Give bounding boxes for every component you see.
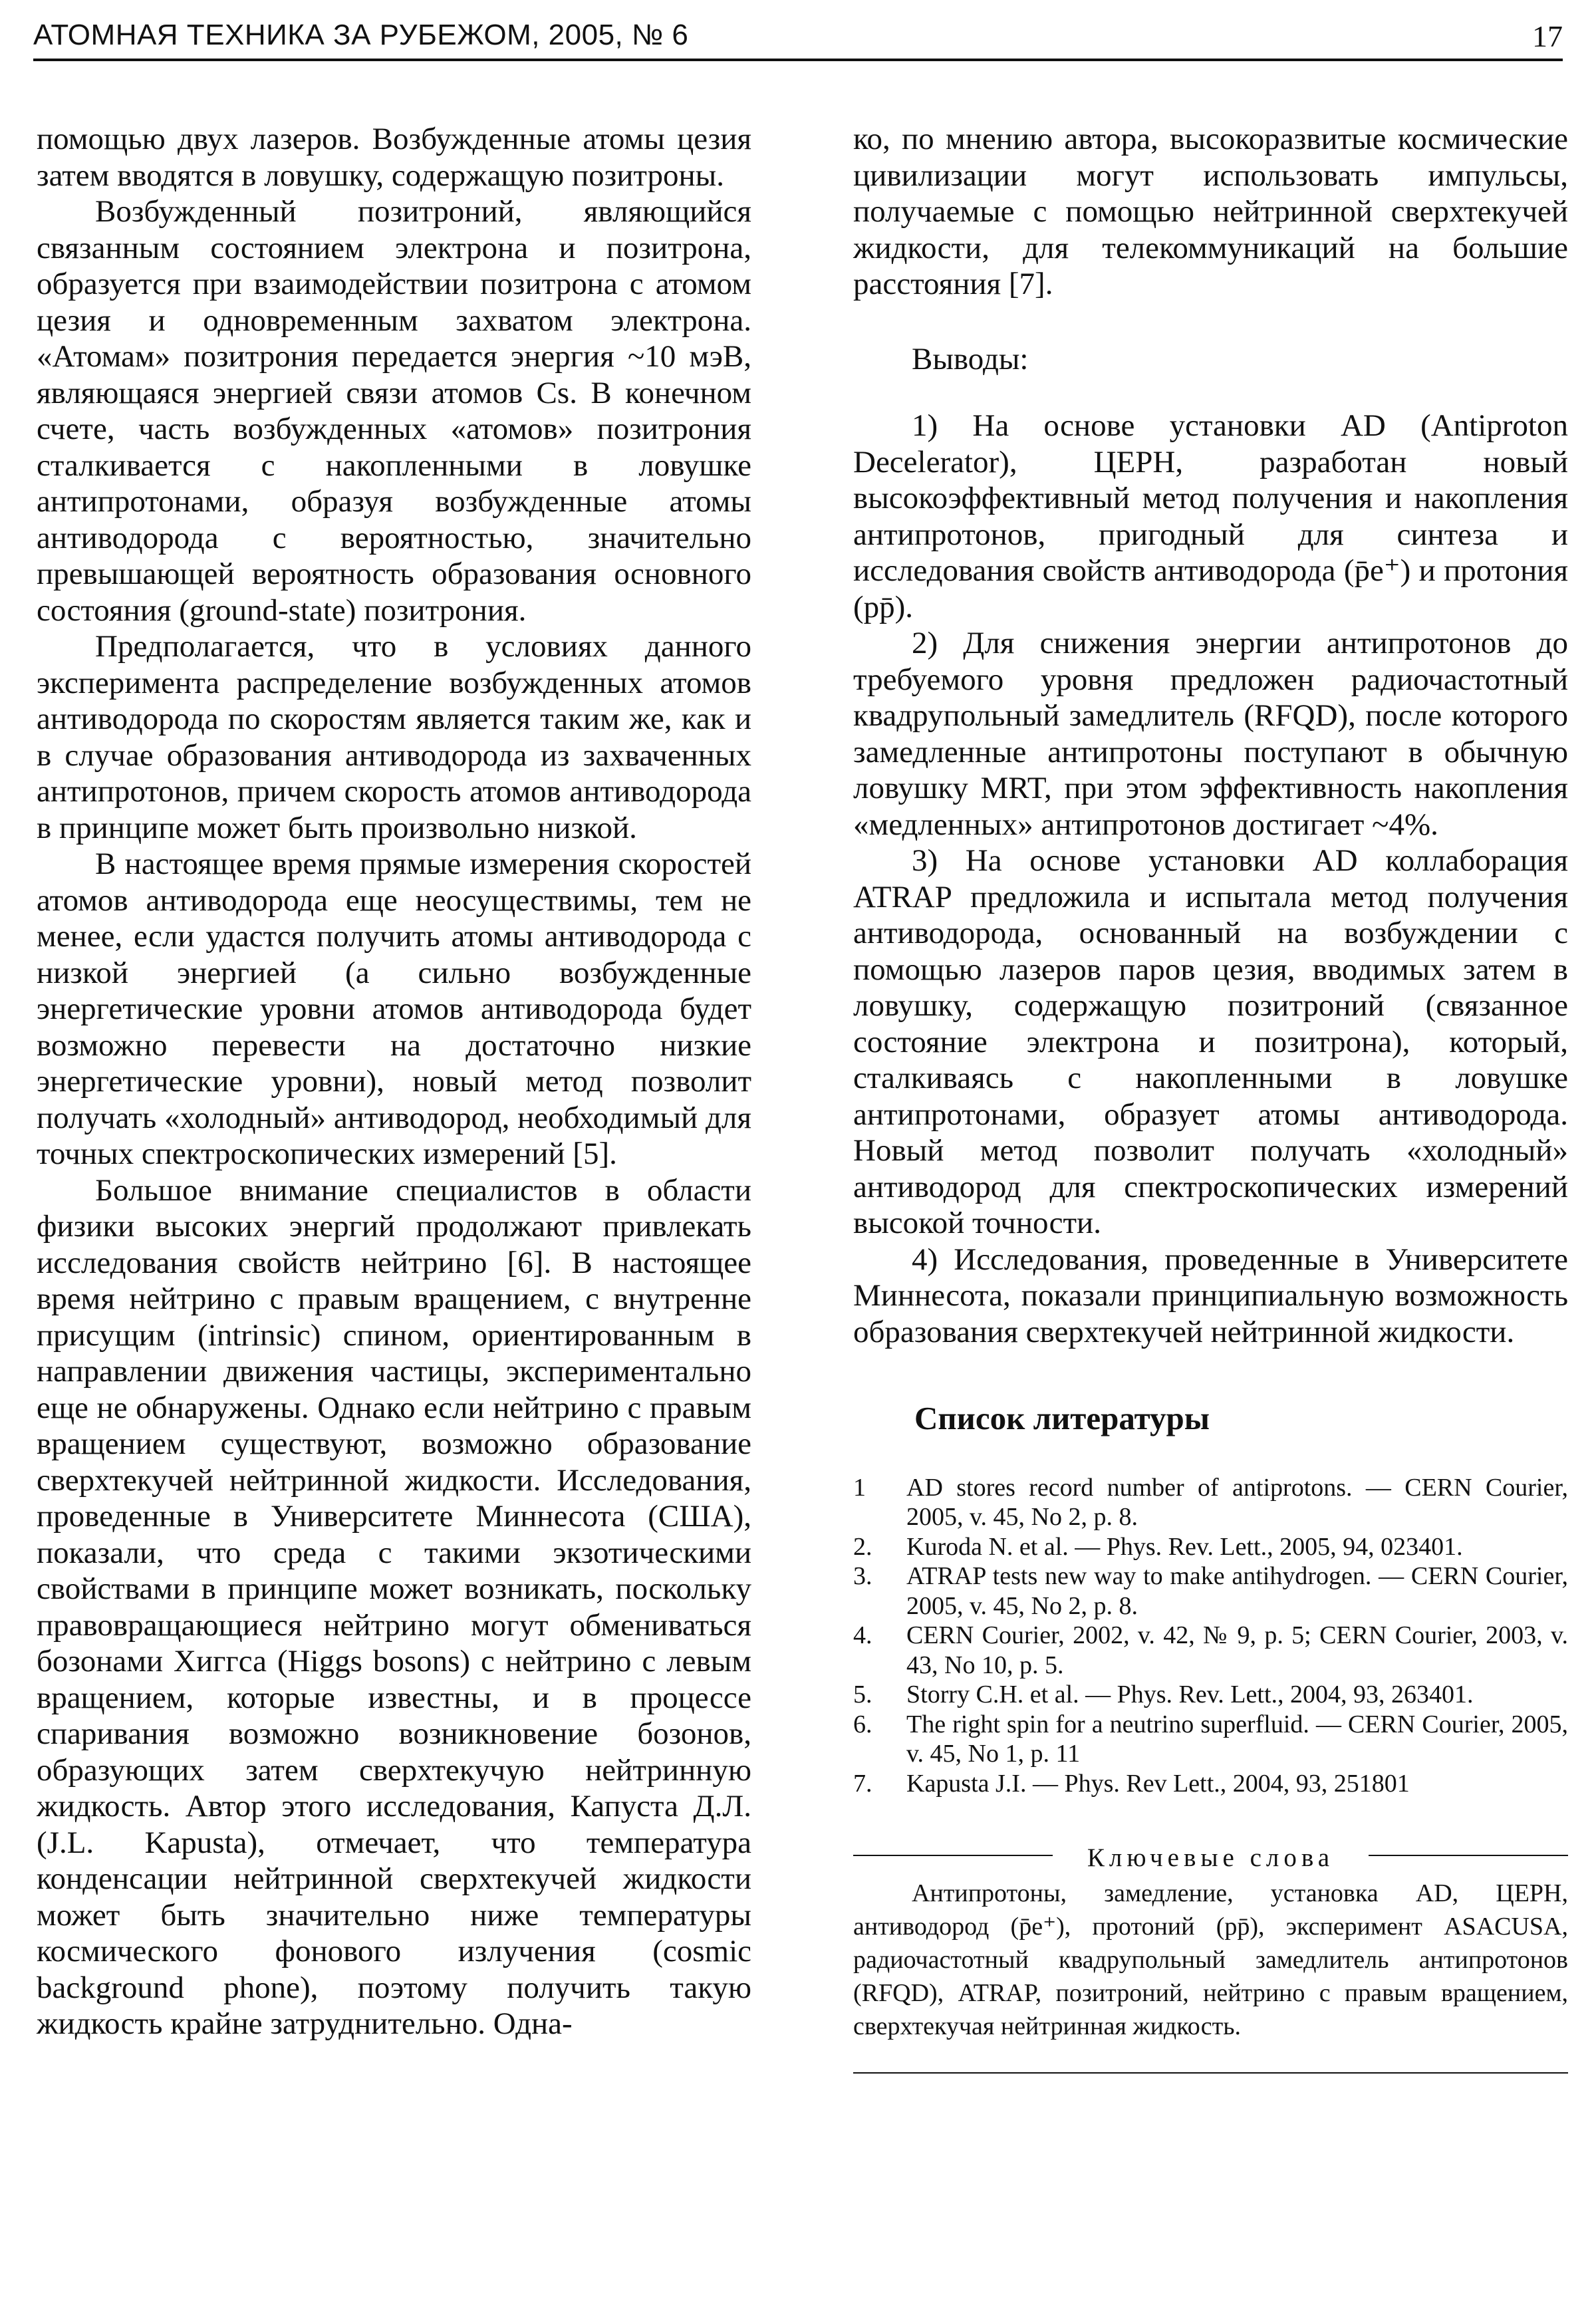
reference-list: [853, 1473, 1568, 1799]
reference-item: [853, 1769, 1568, 1799]
page-number: 17: [1532, 19, 1563, 53]
paragraph: ко, по мнению автора, высокоразвитые космические цивилизации могут использовать импульсы, получаемые с помощью нейтринной сверхтекучей жидкости, для телекоммуникаций на большие расстояния [7].: [853, 122, 1568, 301]
reference-number: 1: [853, 1473, 866, 1502]
reference-number: 6.: [853, 1710, 872, 1738]
reference-item: [853, 1561, 1568, 1621]
reference-item: [853, 1621, 1568, 1680]
reference-number: 2.: [853, 1532, 872, 1561]
reference-number: 3.: [853, 1562, 872, 1590]
reference-text: Storry C.H. et al. — Phys. Rev. Lett., 2004, 93, 263401.: [906, 1681, 1474, 1708]
paragraph: помощью двух лазеров. Возбужденные атомы цезия затем вводятся в ловушку, содержащую позитроны.: [37, 122, 751, 193]
conclusion-item: 4) Исследования, проведенные в Университете Миннесота, показали принципиальную возможность образования сверхтекучей нейтринной жидкости.: [853, 1242, 1568, 1349]
reference-item: [853, 1473, 1568, 1532]
conclusions-heading: Выводы:: [912, 341, 1029, 376]
reference-item: [853, 1710, 1568, 1769]
keywords-bottom-rule: [853, 2072, 1568, 2074]
conclusion-item: 3) На основе установки AD коллаборация ATRAP предложила и испытала метод получения антиводорода, основанный на возбуждении с помощью лазеров паров цезия, вводимых затем в ловушку, содержащую позитроний (связанное состояние электрона и позитрона), который, сталкиваясь с накопленными в ловушке антипротонами, образует атомы антиводорода. Новый метод позволит получать «холодный» антиводород для спектроскопических измерений высокой точности.: [853, 843, 1568, 1240]
header-rule: [33, 59, 1563, 61]
reference-text: CERN Courier, 2002, v. 42, № 9, p. 5; CERN Courier, 2003, v. 43, No 10, p. 5.: [906, 1621, 1568, 1679]
reference-item: [853, 1680, 1568, 1710]
reference-item: [853, 1532, 1568, 1562]
keywords-divider: [853, 1838, 1568, 1871]
reference-text: AD stores record number of antiprotons. — CERN Courier, 2005, v. 45, No 2, p. 8.: [906, 1473, 1568, 1531]
journal-title: АТОМНАЯ ТЕХНИКА ЗА РУБЕЖОМ, 2005, № 6: [33, 19, 689, 51]
reference-text: Kuroda N. et al. — Phys. Rev. Lett., 2005, 94, 023401.: [906, 1532, 1463, 1561]
right-column: [853, 121, 1568, 2074]
conclusion-item: 2) Для снижения энергии антипротонов до требуемого уровня предложен радиочастотный квадрупольный замедлитель (RFQD), после которого замедленные антипротоны поступают в обычную ловушку MRT, при этом эффективность накопления «медленных» антипротонов достигает ~4%.: [853, 626, 1568, 842]
running-header: [33, 19, 1563, 60]
reference-text: Kapusta J.I. — Phys. Rev Lett., 2004, 93, 251801: [906, 1769, 1410, 1798]
keywords-text: Антипротоны, замедление, установка AD, ЦЕРН, антиводород (p̄e⁺), протоний (pp̄), эксперимент ASACUSA, радиочастотный квадрупольный замедлитель антипротонов (RFQD), ATRAP, позитроний, нейтрино с правым вращением, сверхтекучая нейтринная жидкость.: [853, 1879, 1568, 2040]
left-column: [37, 121, 751, 2042]
reference-number: 7.: [853, 1769, 872, 1798]
reference-number: 4.: [853, 1621, 872, 1649]
paragraph: В настоящее время прямые измерения скоростей атомов антиводорода еще неосуществимы, тем не менее, если удастся получить атомы антиводорода с низкой энергией (а сильно возбужденные энергетические уровни атомов антиводорода будет возможно перевести на достаточно низкие энергетические уровни), новый метод позволит получать «холодный» антиводород, необходимый для точных спектроскопических измерений [5].: [37, 847, 751, 1171]
keywords-heading: Ключевые слова: [1083, 1843, 1338, 1872]
paragraph: Предполагается, что в условиях данного эксперимента распределение возбужденных атомов антиводорода по скоростям является таким же, как и в случае образования антиводорода из захваченных антипротонов, причем скорость атомов антиводорода в принципе может быть произвольно низкой.: [37, 629, 751, 845]
paragraph: Большое внимание специалистов в области физики высоких энергий продолжают привлекать исследования свойств нейтрино [6]. В настоящее время нейтрино с правым вращением, с внутренне присущим (intrinsic) спином, ориентированным в направлении движения частицы, экспериментально еще не обнаружены. Однако если нейтрино с правым вращением существуют, возможно образование сверхтекучей нейтринной жидкости. Исследования, проведенные в Университете Миннесота (США), показали, что среда с такими экзотическими свойствами в принципе может возникать, поскольку правовращающиеся нейтрино могут обмениваться бозонами Хиггса (Higgs bosons) с нейтрино с левым вращением, которые известны, и в процессе спаривания возможно возникновение бозонов, образующих затем сверхтекучую нейтринную жидкость. Автор этого исследования, Капуста Д.Л. (J.L. Kapusta), отмечает, что температура конденсации нейтринной сверхтекучей жидкости может быть значительно ниже температуры космического фонового излучения (cosmic background phone), поэтому получить такую жидкость крайне затруднительно. Одна-: [37, 1172, 751, 2041]
references-heading: Список литературы: [914, 1400, 1210, 1436]
conclusion-item: 1) На основе установки AD (Antiproton Decelerator), ЦЕРН, разработан новый высокоэффективный метод получения и накопления антипротонов, пригодный для синтеза и исследования свойств антиводорода (p̄e⁺) и протония (pp̄).: [853, 408, 1568, 624]
paragraph: Возбужденный позитроний, являющийся связанным состоянием электрона и позитрона, образуется при взаимодействии позитрона с атомом цезия и одновременным захватом электрона. «Атомам» позитрония передается энергия ~10 мэВ, являющаяся энергией связи атомов Cs. В конечном счете, часть возбужденных «атомов» позитрония сталкивается с накопленными в ловушке антипротонами, образуя возбужденные атомы антиводорода с вероятностью, значительно превышающей вероятность образования основного состояния (ground-state) позитрония.: [37, 194, 751, 628]
reference-number: 5.: [853, 1681, 872, 1708]
reference-text: The right spin for a neutrino superfluid. — CERN Courier, 2005, v. 45, No 1, p. 11: [906, 1710, 1568, 1768]
reference-text: ATRAP tests new way to make antihydrogen. — CERN Courier, 2005, v. 45, No 2, p. 8.: [906, 1562, 1568, 1620]
